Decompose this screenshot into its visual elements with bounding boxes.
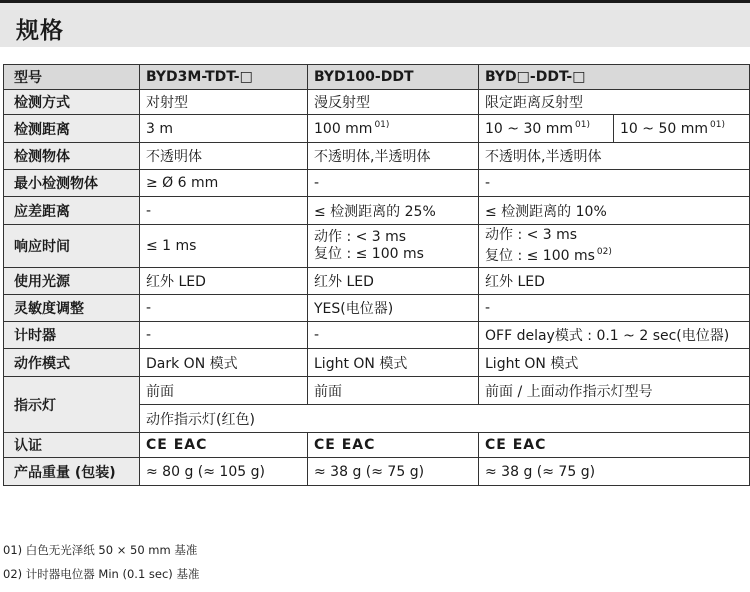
- cell: -: [308, 170, 479, 197]
- cell: -: [479, 295, 750, 322]
- spec-table: [3, 64, 750, 486]
- row-label: 计时器: [4, 322, 140, 349]
- cell: ≈ 38 g (≈ 75 g): [479, 458, 750, 486]
- cell: 前面: [308, 377, 479, 405]
- cell: -: [308, 322, 479, 349]
- cell-line: 动作 : < 3 ms: [485, 227, 578, 243]
- ce-eac-mark: CE EAC: [485, 437, 547, 453]
- model-col1: BYD3M-TDT-□: [140, 65, 308, 90]
- footnote-ref: 01): [575, 120, 590, 130]
- cell: 前面: [140, 377, 308, 405]
- table-row: [4, 322, 750, 349]
- table-row: [4, 170, 750, 197]
- title-band: [0, 3, 750, 47]
- cell: -: [479, 170, 750, 197]
- row-label: 检测方式: [4, 90, 140, 115]
- table-row: [4, 268, 750, 295]
- cell: 对射型: [140, 90, 308, 115]
- cell: OFF delay模式 : 0.1 ~ 2 sec(电位器): [479, 322, 750, 349]
- row-label: 灵敏度调整: [4, 295, 140, 322]
- cell: [308, 225, 479, 268]
- footnote: 01) 白色无光泽纸 50 × 50 mm 基准: [3, 543, 198, 557]
- row-label: 认证: [4, 433, 140, 458]
- model-col2: BYD100-DDT: [308, 65, 479, 90]
- footnote: 02) 计时器电位器 Min (0.1 sec) 基准: [3, 567, 200, 581]
- cell-span: 动作指示灯(红色): [140, 405, 750, 433]
- cell: 不透明体,半透明体: [479, 143, 750, 170]
- table-row: [4, 349, 750, 377]
- cell-line: [485, 244, 743, 265]
- cell: Dark ON 模式: [140, 349, 308, 377]
- cell: 不透明体,半透明体: [308, 143, 479, 170]
- row-label: 使用光源: [4, 268, 140, 295]
- table-row: [4, 377, 750, 405]
- table-row: [4, 225, 750, 268]
- cell: -: [140, 197, 308, 225]
- cell: 红外 LED: [479, 268, 750, 295]
- cell: Light ON 模式: [308, 349, 479, 377]
- cell-value: 复位 : ≤ 100 ms: [485, 248, 595, 264]
- row-label: 响应时间: [4, 225, 140, 268]
- cell: [308, 433, 479, 458]
- footnote-ref: 02): [596, 247, 612, 257]
- model-col3: BYD□-DDT-□: [479, 65, 750, 90]
- cell: [308, 115, 479, 143]
- row-label: 最小检测物体: [4, 170, 140, 197]
- table-row: [4, 90, 750, 115]
- footnote-ref: 01): [710, 120, 725, 130]
- table-row: [4, 197, 750, 225]
- cell: Light ON 模式: [479, 349, 750, 377]
- cell: [614, 115, 750, 143]
- cell: 前面 / 上面动作指示灯型号: [479, 377, 750, 405]
- row-label: 应差距离: [4, 197, 140, 225]
- cell: YES(电位器): [308, 295, 479, 322]
- table-row: [4, 143, 750, 170]
- table-row: [4, 115, 750, 143]
- table-row: [4, 433, 750, 458]
- ce-eac-mark: CE EAC: [146, 437, 208, 453]
- cell: ≤ 检测距离的 25%: [308, 197, 479, 225]
- footnotes: [3, 538, 199, 586]
- cell: ≤ 1 ms: [140, 225, 308, 268]
- cell: [479, 433, 750, 458]
- cell: [479, 225, 750, 268]
- row-label: 产品重量 (包装): [4, 458, 140, 486]
- cell: 红外 LED: [140, 268, 308, 295]
- cell: [140, 433, 308, 458]
- page-title: 规格: [16, 18, 64, 44]
- table-row: [4, 295, 750, 322]
- cell-value: 10 ~ 30 mm: [485, 121, 573, 137]
- cell: -: [140, 322, 308, 349]
- cell-line: 复位 : ≤ 100 ms: [314, 246, 424, 262]
- cell: [479, 115, 614, 143]
- cell: ≤ 检测距离的 10%: [479, 197, 750, 225]
- header-label: 型号: [4, 65, 140, 90]
- footnote-ref: 01): [374, 120, 390, 130]
- cell: 限定距离反射型: [479, 90, 750, 115]
- row-label: 指示灯: [4, 377, 140, 433]
- cell-line: 动作 : < 3 ms: [314, 229, 407, 245]
- cell: ≈ 80 g (≈ 105 g): [140, 458, 308, 486]
- cell-value: 10 ~ 50 mm: [620, 121, 708, 137]
- cell: ≈ 38 g (≈ 75 g): [308, 458, 479, 486]
- cell: 红外 LED: [308, 268, 479, 295]
- cell-value: 100 mm: [314, 121, 373, 137]
- header-row: [4, 65, 750, 90]
- row-label: 检测物体: [4, 143, 140, 170]
- cell: 漫反射型: [308, 90, 479, 115]
- row-label: 动作模式: [4, 349, 140, 377]
- cell: ≥ Ø 6 mm: [140, 170, 308, 197]
- row-label: 检测距离: [4, 115, 140, 143]
- cell: -: [140, 295, 308, 322]
- cell: 不透明体: [140, 143, 308, 170]
- table-row: [4, 458, 750, 486]
- ce-eac-mark: CE EAC: [314, 437, 376, 453]
- cell: 3 m: [140, 115, 308, 143]
